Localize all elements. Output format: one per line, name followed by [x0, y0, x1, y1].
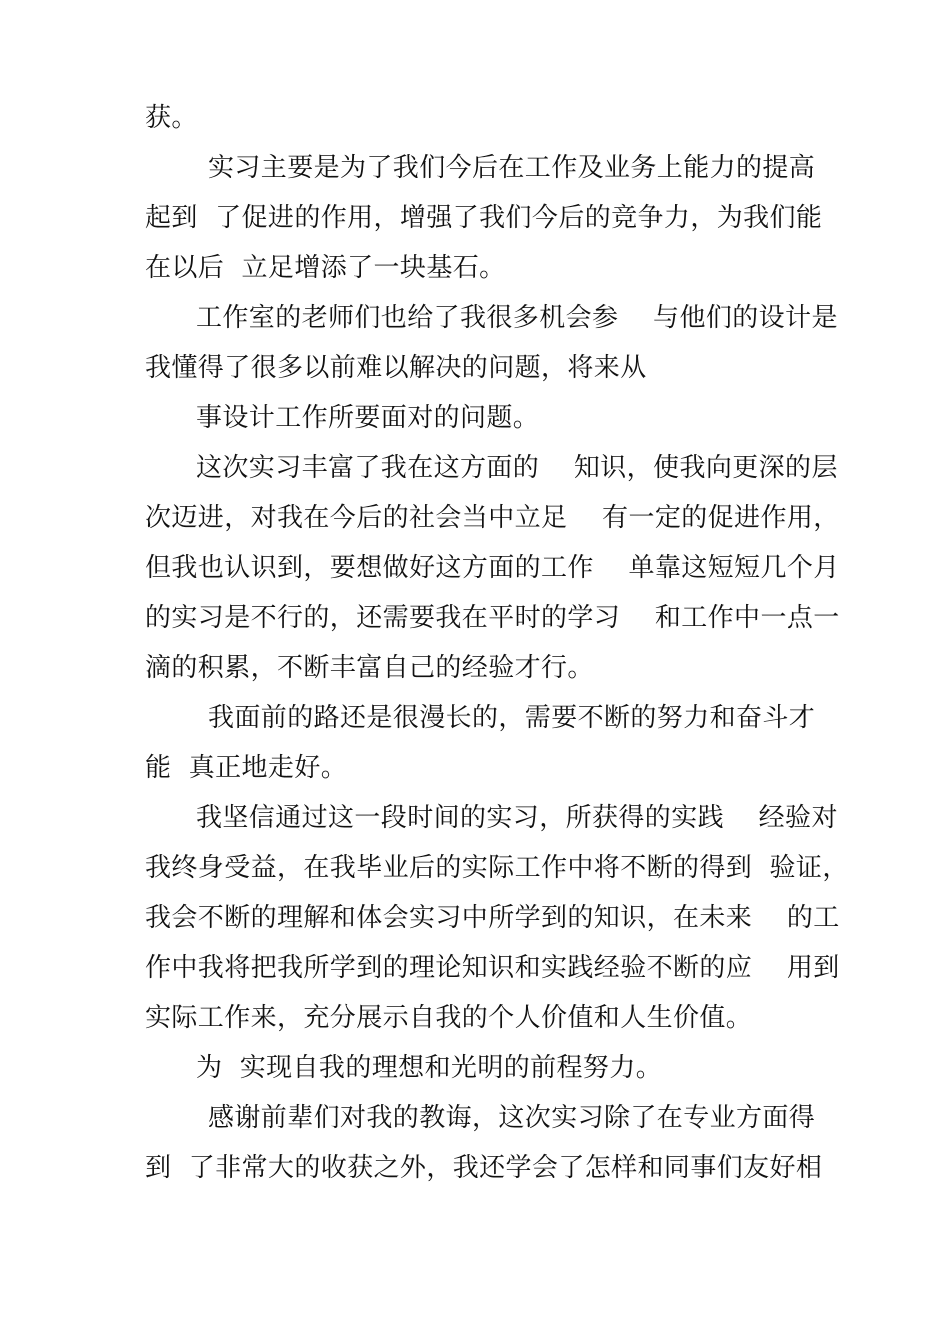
text-line: 我面前的路还是很漫长的，需要不断的努力和奋斗才: [208, 703, 816, 733]
text-line: 滴的积累，不断丰富自己的经验才行。: [145, 653, 594, 683]
text-line: 我终身受益，在我毕业后的实际工作中将不断的得到 验证，: [145, 853, 849, 883]
text-line: 感谢前辈们对我的教诲，这次实习除了在专业方面得: [208, 1103, 816, 1133]
text-line: 为 实现自我的理想和光明的前程努力。: [196, 1053, 663, 1083]
text-line: 这次实习丰富了我在这方面的 知识，使我向更深的层: [196, 453, 838, 483]
text-line: 我坚信通过这一段时间的实习，所获得的实践 经验对: [196, 803, 838, 833]
text-line: 事设计工作所要面对的问题。: [196, 403, 540, 433]
text-line: 实际工作来，充分展示自我的个人价值和人生价值。: [145, 1003, 753, 1033]
text-line: 实习主要是为了我们今后在工作及业务上能力的提高: [208, 153, 816, 183]
text-line: 作中我将把我所学到的理论知识和实践经验不断的应 用到: [145, 953, 840, 983]
text-line: 的实习是不行的，还需要我在平时的学习 和工作中一点一: [145, 603, 840, 633]
text-line: 获。: [145, 103, 198, 133]
text-line: 次迈进，对我在今后的社会当中立足 有一定的促进作用，: [145, 503, 840, 533]
text-line: 我懂得了很多以前难以解决的问题，将来从: [145, 353, 647, 383]
text-line: 我会不断的理解和体会实习中所学到的知识，在未来 的工: [145, 903, 840, 933]
text-line: 到 了非常大的收获之外，我还学会了怎样和同事们友好相: [145, 1153, 823, 1183]
text-line: 在以后 立足增添了一块基石。: [145, 253, 506, 283]
text-line: 能 真正地走好。: [145, 753, 348, 783]
text-line: 但我也认识到，要想做好这方面的工作 单靠这短短几个月: [145, 553, 840, 583]
text-line: 起到 了促进的作用，增强了我们今后的竞争力，为我们能: [145, 203, 823, 233]
text-line: 工作室的老师们也给了我很多机会参 与他们的设计是: [196, 303, 838, 333]
